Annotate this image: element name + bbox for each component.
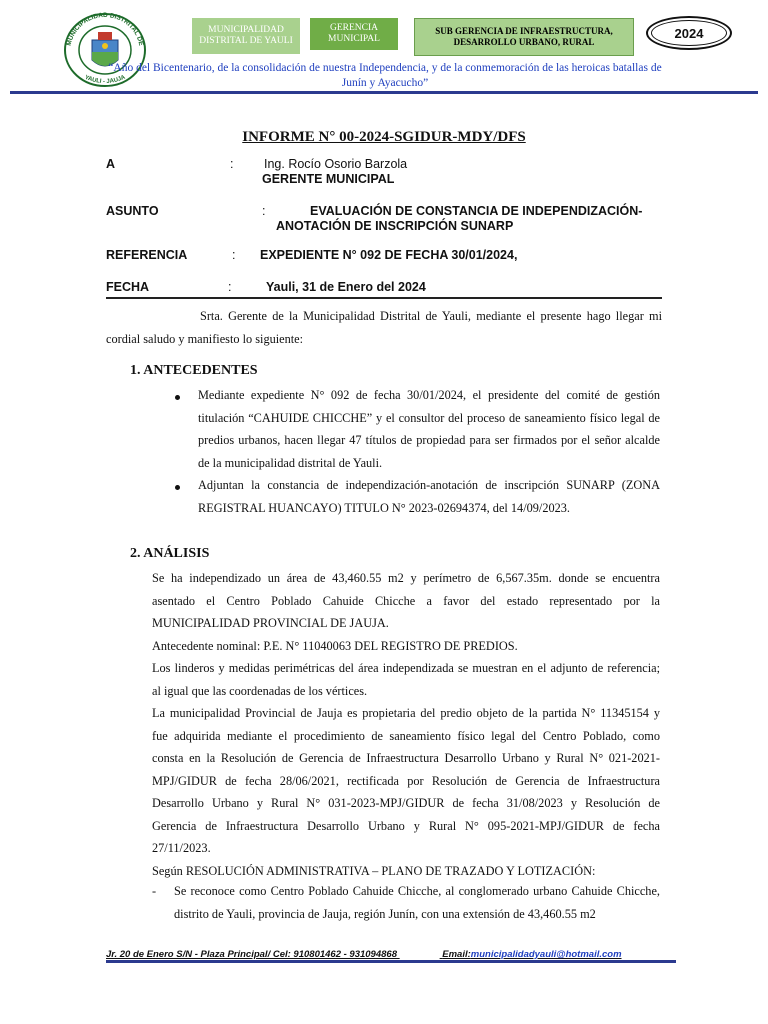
footer-email-link[interactable]: municipalidadyauli@hotmail.com (470, 949, 622, 960)
footer-divider (106, 960, 676, 963)
date-value: Yauli, 31 de Enero del 2024 (266, 280, 426, 294)
seal-text-bottom: YAULI - JAUJA (83, 74, 127, 86)
analisis-line: MPJ/GIDUR de fecha 28/06/2021, rectificada por Resolución de Gerencia de Infraestructura (152, 773, 660, 788)
antecedente-item-1 (198, 384, 660, 474)
field-referencia-label: REFERENCIA (106, 248, 188, 262)
analisis-line: Según RESOLUCIÓN ADMINISTRATIVA – PLANO DE TRAZADO Y LOTIZACIÓN: (152, 863, 596, 878)
dash-marker: - (152, 884, 157, 898)
fields-divider (106, 297, 662, 299)
antecedente-2-line-1: Adjuntan la constancia de independización-anotación de inscripción SUNARP (ZONA (198, 478, 660, 492)
intro-paragraph (106, 305, 662, 350)
analisis-line: 27/11/2023. (152, 841, 211, 855)
intro-line-2: cordial saludo y manifiesto lo siguiente: (106, 331, 304, 346)
reference-value: EXPEDIENTE N° 092 DE FECHA 30/01/2024, (260, 248, 518, 262)
header-box-management (310, 18, 398, 50)
header-box-municipality (192, 18, 300, 54)
analisis-line: fue adquirida mediante el procedimiento de saneamiento físico legal del Centro Poblado, como (152, 728, 660, 743)
header-box-municipality-text: MUNICIPALIDAD DISTRITAL DE YAULI (199, 25, 293, 46)
analisis-paragraph (152, 567, 660, 882)
section-heading-analisis: 2. ANÁLISIS (130, 546, 210, 561)
analisis-line: asentado el Centro Poblado Cahuide Chicche a favor del estado representado por la (152, 593, 660, 608)
field-a-colon: : (230, 157, 234, 171)
footer-email-label: Email: (442, 949, 471, 960)
analisis-line: La municipalidad Provincial de Jauja es propietaria del predio objeto de la partida N° 11345154 y (152, 706, 660, 720)
analisis-dash-item (174, 880, 660, 925)
field-fecha-colon: : (228, 280, 232, 294)
intro-line-1: Srta. Gerente de la Municipalidad Distrital de Yauli, mediante el presente hago llegar mi (200, 309, 662, 323)
header-box-management-text: GERENCIA MUNICIPAL (328, 23, 380, 44)
seal-text-top: MUNICIPALIDAD DISTRITAL DE (65, 11, 145, 47)
footer-address: Jr. 20 de Enero S/N - Plaza Principal/ Cel: 910801462 - 931094868 (106, 949, 397, 960)
header-box-subdivision-text: SUB GERENCIA DE INFRAESTRUCTURA, DESARROLLO URBANO, RURAL (435, 26, 613, 47)
analisis-line: Desarrollo Urbano y Rural N° 031-2023-MPJ/GIDUR de fecha 31/08/2023 y Resolución de (152, 796, 660, 810)
recipient-role: GERENTE MUNICIPAL (262, 172, 395, 186)
dash-item-line-2: distrito de Yauli, provincia de Jauja, región Junín, con una extensión de 43,460.55 m2 (174, 906, 596, 921)
antecedente-1-line-2: titulación “CAHUIDE CHICCHE” y el consultor del proceso de saneamiento físico legal de (198, 410, 660, 425)
antecedente-1-line-1: Mediante expediente N° 092 de fecha 30/01/2024, el presidente del comité de gestión (198, 388, 660, 402)
document-title: INFORME N° 00-2024-SGIDUR-MDY/DFS (242, 129, 526, 145)
analisis-line: MUNICIPALIDAD PROVINCIAL DE JAUJA. (152, 616, 389, 630)
subject-line-2: ANOTACIÓN DE INSCRIPCIÓN SUNARP (276, 219, 514, 233)
field-asunto-colon: : (262, 204, 266, 218)
analisis-line: Los linderos y medidas perimétricas del área independizada se muestran en el adjunto de referencia; (152, 661, 660, 675)
antecedente-item-2 (198, 474, 660, 519)
header-motto: “Año del Bicentenario, de la consolidación de nuestra Independencia, y de la conmemoración de las heroicas batallas de Junín y Ayacucho” (108, 62, 662, 89)
field-a-label: A (106, 157, 116, 171)
analisis-line: Se ha independizado un área de 43,460.55 m2 y perímetro de 6,567.35m. donde se encuentra (152, 571, 660, 585)
subject-line-1: EVALUACIÓN DE CONSTANCIA DE INDEPENDIZACIÓN- (310, 204, 643, 218)
antecedente-1-line-4: de la municipalidad distrital de Yauli. (198, 455, 383, 470)
header-box-subdivision (414, 18, 634, 56)
header-divider (10, 91, 758, 94)
bullet-icon (175, 395, 180, 400)
year-text: 2024 (674, 25, 704, 41)
field-fecha-label: FECHA (106, 280, 150, 294)
footer-contact (106, 949, 674, 960)
analisis-line: Antecedente nominal: P.E. N° 11040063 DEL REGISTRO DE PREDIOS. (152, 638, 518, 653)
year-badge (646, 16, 732, 50)
analisis-line: Gerencia de Infraestructura Desarrollo Urbano y Rural N° 095-2021-MPJ/GIDUR de fecha (152, 818, 660, 833)
section-heading-antecedentes: 1. ANTECEDENTES (130, 363, 258, 378)
antecedente-2-line-2: REGISTRAL HUANCAYO) TITULO N° 2023-02694374, del 14/09/2023. (198, 500, 570, 515)
antecedente-1-line-3: predios urbanos, hacen llegar 47 títulos de propiedad para ser firmados por el señor alcalde (198, 433, 660, 447)
analisis-line: al igual que las coordenadas de los vértices. (152, 683, 368, 698)
analisis-line: consta en la Resolución de Gerencia de Infraestructura Desarrollo Urbano y Rural N° 021-2021- (152, 751, 660, 765)
field-asunto-label: ASUNTO (106, 204, 159, 218)
recipient-name: Ing. Rocío Osorio Barzola (264, 157, 408, 171)
dash-item-line-1: Se reconoce como Centro Poblado Cahuide Chicche, al conglomerado urbano Cahuide Chicche, (174, 884, 660, 898)
bullet-icon (175, 485, 180, 490)
field-referencia-colon: : (232, 248, 236, 262)
